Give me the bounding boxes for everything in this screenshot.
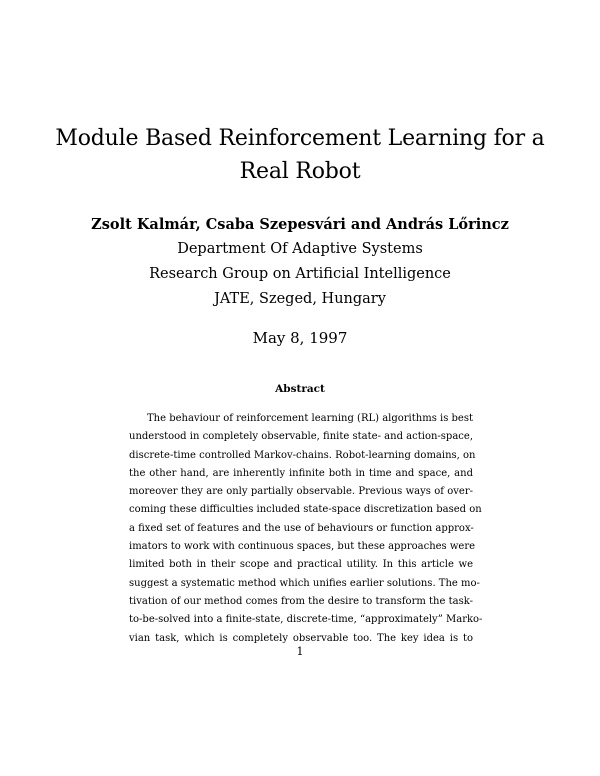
abstract-line: discrete-time controlled Markov-chains. Robot-learning domains, on	[129, 449, 476, 461]
research-group: Research Group on Artificial Intelligence	[149, 266, 451, 282]
abstract-line: imators to work with continuous spaces, but these approaches were	[129, 541, 476, 553]
abstract-line: a fixed set of features and the use of behaviours or function approx-	[129, 522, 474, 534]
department: Department Of Adaptive Systems	[177, 241, 423, 257]
abstract-line: vian task, which is completely observable too. The key idea is to	[129, 632, 473, 644]
paper-title-line-2: Real Robot	[239, 159, 361, 184]
page-number: 1	[296, 645, 304, 658]
abstract-line: to-be-solved into a finite-state, discrete-time, “approximately” Marko-	[129, 614, 483, 626]
abstract-line: the other hand, are inherently infinite both in time and space, and	[129, 467, 473, 479]
abstract-line: limited both in their scope and practical utility. In this article we	[129, 559, 473, 571]
abstract-line: suggest a systematic method which unifies earlier solutions. The mo-	[129, 577, 480, 589]
abstract-line: tivation of our method comes from the desire to transform the task-	[129, 595, 473, 607]
authors: Zsolt Kalmár, Csaba Szepesvári and András Lőrincz	[91, 216, 509, 233]
abstract-line: coming these difficulties included state-space discretization based on	[129, 504, 482, 516]
abstract-line: moreover they are only partially observable. Previous ways of over-	[129, 486, 473, 498]
abstract-line: The behaviour of reinforcement learning (RL) algorithms is best	[147, 413, 473, 424]
abstract-line: understood in completely observable, finite state- and action-space,	[129, 431, 473, 443]
publication-date: May 8, 1997	[252, 329, 348, 347]
affiliation: JATE, Szeged, Hungary	[214, 291, 386, 307]
abstract-heading: Abstract	[275, 383, 325, 395]
paper-title-line-1: Module Based Reinforcement Learning for a	[55, 126, 545, 151]
abstract-body	[129, 410, 483, 648]
